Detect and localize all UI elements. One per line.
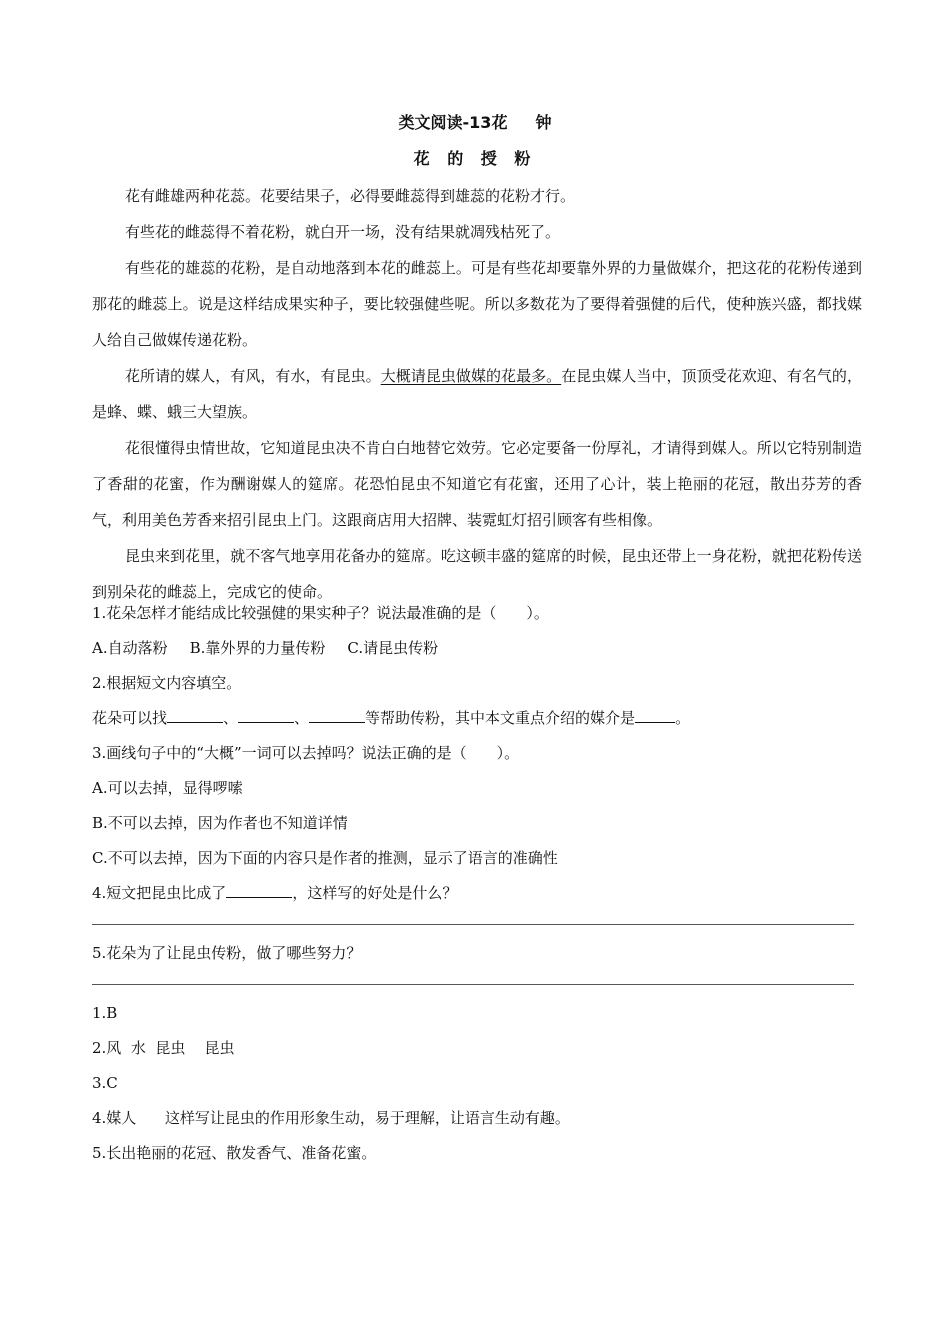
answer-1: 1.B (92, 1004, 118, 1022)
answer-5: 5.长出艳丽的花冠、散发香气、准备花蜜。 (92, 1144, 377, 1162)
question-3-option-a: A.可以去掉，显得啰嗦 (92, 779, 243, 797)
question-3-option-c: C.不可以去掉，因为下面的内容只是作者的推测，显示了语言的准确性 (92, 849, 558, 867)
passage-paragraph: 昆虫来到花里，就不客气地享用花备办的筵席。吃这顿丰盛的筵席的时候，昆虫还带上一身花粉，就把花粉传送到别朵花的雌蕊上，完成它的使命。 (92, 547, 862, 601)
question-3: 3.画线句子中的“大概”一词可以去掉吗？说法正确的是（ ）。 (92, 744, 520, 762)
answer-blank[interactable] (635, 708, 675, 723)
passage-paragraph: 花很懂得虫情世故，它知道昆虫决不肯白白地替它效劳。它必定要备一份厚礼，才请得到媒人。所以它特别制造了香甜的花蜜，作为酬谢媒人的筵席。花恐怕昆虫不知道它有花蜜，还用了心计，装上艳丽的花冠，散出芬芳的香气，利用美色芳香来招引昆虫上门。这跟商店用大招牌、装霓虹灯招引顾客有些相像。 (92, 439, 862, 529)
passage-paragraph (92, 358, 862, 430)
document-title (0, 110, 950, 133)
option-b: B.靠外界的力量传粉 (189, 639, 326, 657)
passage-paragraph: 有些花的雄蕊的花粉，是自动地落到本花的雌蕊上。可是有些花却要靠外界的力量做媒介，把这花的花粉传递到那花的雌蕊上。说是这样结成果实种子，要比较强健些呢。所以多数花为了要得着强健的后代，使种族兴盛，都找媒人给自己做媒传递花粉。 (92, 259, 862, 349)
answer-blank[interactable] (238, 708, 294, 723)
title-part-a: 类文阅读-13花 (398, 113, 508, 132)
fill-text: 、 (223, 709, 239, 727)
question-1: 1.花朵怎样才能结成比较强健的果实种子？说法最准确的是（ ）。 (92, 604, 549, 622)
question-1-options (92, 631, 862, 666)
answer-4: 4.媒人 这样写让昆虫的作用形象生动，易于理解，让语言生动有趣。 (92, 1109, 570, 1127)
question-4 (92, 876, 862, 911)
fill-text: 、 (294, 709, 310, 727)
fill-text: 花朵可以找 (92, 709, 168, 727)
passage-title: 花 的 授 粉 (413, 149, 537, 168)
answer-line[interactable] (92, 984, 854, 985)
option-c: C.请昆虫传粉 (347, 639, 439, 657)
question-text: ，这样写的好处是什么？ (292, 884, 458, 902)
answer-blank[interactable] (309, 708, 365, 723)
question-5: 5.花朵为了让昆虫传粉，做了哪些努力？ (92, 944, 362, 962)
question-2: 2.根据短文内容填空。 (92, 674, 242, 692)
title-part-b: 钟 (535, 113, 552, 132)
paragraph-text: 在昆虫媒人当中，顶顶受花欢迎、有名气的，是蜂、蝶、蛾三大望族。 (92, 367, 862, 421)
fill-text: 等帮助传粉，其中本文重点介绍的媒介是 (365, 709, 636, 727)
paragraph-text: 花所请的媒人，有风，有水，有昆虫。 (125, 367, 381, 385)
passage-paragraph: 有些花的雌蕊得不着花粉，就白开一场，没有结果就凋残枯死了。 (125, 223, 561, 241)
question-2-fill (92, 701, 862, 736)
answer-blank[interactable] (226, 883, 292, 898)
answer-line[interactable] (92, 924, 854, 925)
reading-passage (92, 178, 862, 610)
answer-3: 3.C (92, 1074, 118, 1092)
passage-paragraph: 花有雌雄两种花蕊。花要结果子，必得要雌蕊得到雄蕊的花粉才行。 (125, 187, 576, 205)
question-3-option-b: B.不可以去掉，因为作者也不知道详情 (92, 814, 348, 832)
option-a: A.自动落粉 (92, 639, 168, 657)
answer-blank[interactable] (167, 708, 223, 723)
question-text: 4.短文把昆虫比成了 (92, 884, 227, 902)
fill-text: 。 (675, 709, 691, 727)
answer-2: 2.风 水 昆虫 昆虫 (92, 1039, 235, 1057)
underlined-sentence: 大概请昆虫做媒的花最多。 (380, 367, 562, 385)
